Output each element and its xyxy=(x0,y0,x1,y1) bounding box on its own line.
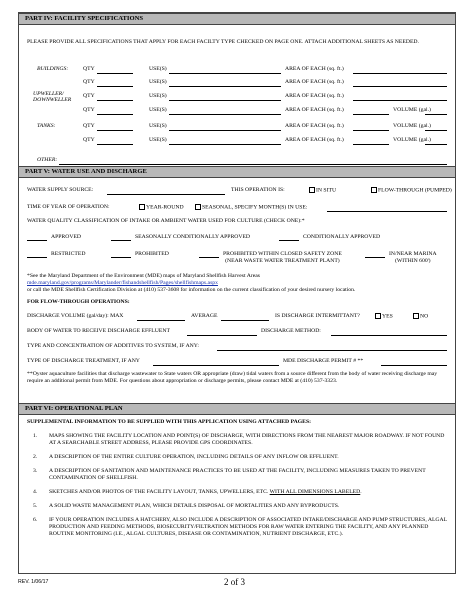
tanks-volume-field-2[interactable] xyxy=(425,144,447,145)
prohibited-zone-field[interactable] xyxy=(199,257,219,258)
no-option[interactable]: NO xyxy=(413,313,428,320)
page-number: 2 of 3 xyxy=(224,577,245,587)
upweller-uses-field[interactable] xyxy=(169,100,281,101)
discharge-method-field[interactable] xyxy=(331,335,447,336)
application-form xyxy=(18,12,456,574)
buildings-area-field-2[interactable] xyxy=(353,86,447,87)
flow-through-checkbox[interactable] xyxy=(371,187,377,193)
volume-label: VOLUME (gal.) xyxy=(393,107,431,113)
buildings-qty-field[interactable] xyxy=(97,73,133,74)
treatment-label: TYPE OF DISCHARGE TREATMENT, IF ANY xyxy=(27,358,140,364)
prohibited-zone-label: PROHIBITED WITHIN CLOSED SAFETY ZONE (NEAR WASTE WATER TREATMENT PLANT) xyxy=(223,251,342,264)
cond-approved-label: CONDITIONALLY APPROVED xyxy=(303,234,381,240)
area-label: AREA OF EACH (sq. ft.) xyxy=(285,79,344,85)
area-label: AREA OF EACH (sq. ft.) xyxy=(285,93,344,99)
tanks-label: TANKS: xyxy=(37,123,56,129)
list-item-number: 5. xyxy=(33,503,38,509)
no-checkbox[interactable] xyxy=(413,313,419,319)
yes-checkbox[interactable] xyxy=(375,313,381,319)
list-item-number: 2. xyxy=(33,454,38,460)
water-source-field[interactable] xyxy=(107,194,225,195)
seasonally-cond-field[interactable] xyxy=(111,240,131,241)
uses-label: USE(S) xyxy=(149,79,167,85)
list-item: MAPS SHOWING THE FACILITY LOCATION AND POINT(S) OF DISCHARGE, WITH DIRECTIONS FROM THE NEAREST MAJOR ROADWAY. IF NOT FOUND AT A SEARCHABLE STREET ADDRESS, PLEASE PROVIDE GPS COORDINATES. xyxy=(49,433,445,447)
part4-header: PART IV: FACILITY SPECIFICATIONS xyxy=(19,13,455,25)
upweller-qty-field-2[interactable] xyxy=(97,114,133,115)
qty-label: QTY xyxy=(83,123,95,129)
list-item: A DESCRIPTION OF SANITATION AND MAINTENANCE PRACTICES TO BE USED AT THE FACILITY, INCLUDING MEASURES TAKEN TO PREVENT CONTAMINATION OF SHELLFISH. xyxy=(49,468,426,482)
volume-label: VOLUME (gal.) xyxy=(393,137,431,143)
list-item-number: 1. xyxy=(33,433,38,439)
permit-label: MDE DISCHARGE PERMIT # ** xyxy=(283,358,364,364)
list-item: A SOLID WASTE MANAGEMENT PLAN, WHICH DETAILS DISPOSAL OF MORTALITIES AND ANY BYPRODUCTS. xyxy=(49,503,340,509)
volume-label: VOLUME (gal.) xyxy=(393,123,431,129)
flow-ops-heading: FOR FLOW-THROUGH OPERATIONS: xyxy=(27,299,130,305)
part4-instructions: PLEASE PROVIDE ALL SPECIFICATIONS THAT APPLY FOR EACH FACILTY TYPE CHECKED ON PAGE ONE. ATTACH ADDITIONAL SHEETS AS NEEDED. xyxy=(27,39,419,45)
area-label: AREA OF EACH (sq. ft.) xyxy=(285,137,344,143)
seasonal-checkbox[interactable] xyxy=(195,204,201,210)
marina-label: IN/NEAR MARINA (WITHIN 600') xyxy=(389,251,437,264)
water-source-label: WATER SUPPLY SOURCE: xyxy=(27,187,94,193)
list-item: IF YOUR OPERATION INCLUDES A HATCHERY, ALSO INCLUDE A DESCRIPTION OF ASSOCIATED INTAKE/DISCHARGE AND PUMP STRUCTURES, ALGAL PRODUCTION AND FEEDING METHODS, BIOSECURITY/FILTRATION METHODS FOR RAW WATER ENTERING THE FACILITY, AND ANY PLANNED ROUTINE MONITORING (I.E., ALGAL CULTURES, DISEASE OR CONTAMINATION, NUTRIENT DISCHARGE, ETC.). xyxy=(49,517,447,538)
upweller-area-field-2[interactable] xyxy=(353,114,389,115)
in-situ-checkbox[interactable] xyxy=(309,187,315,193)
tanks-area-field[interactable] xyxy=(353,130,389,131)
uses-label: USE(S) xyxy=(149,66,167,72)
approved-field[interactable] xyxy=(27,240,47,241)
upweller-label: UPWELLER/ DOWNWELLER xyxy=(33,91,72,103)
seasonally-cond-label: SEASONALLY CONDITIONALLY APPROVED xyxy=(135,234,251,240)
uses-label: USE(S) xyxy=(149,107,167,113)
flow-through-option[interactable]: FLOW-THROUGH (PUMPED) xyxy=(371,187,452,194)
list-item-number: 3. xyxy=(33,468,38,474)
other-field[interactable] xyxy=(59,164,447,165)
max-field[interactable] xyxy=(137,320,185,321)
prohibited-label: PROHIBITED xyxy=(135,251,169,257)
classification-label: WATER QUALITY CLASSIFICATION OF INTAKE OR AMBIENT WATER USED FOR CULTURE (CHECK ONE):* xyxy=(27,218,305,224)
approved-label: APPROVED xyxy=(51,234,82,240)
marina-field[interactable] xyxy=(365,257,385,258)
restricted-label: RESTRICTED xyxy=(51,251,86,257)
upweller-area-field[interactable] xyxy=(353,100,447,101)
qty-label: QTY xyxy=(83,93,95,99)
mde-note-2: or call the MDE Shellfish Certification Division at (410) 537-3608 for information on the current classification of your desired nursery location. xyxy=(27,287,356,293)
part6-header: PART VI: OPERATIONAL PLAN xyxy=(19,403,455,415)
buildings-uses-field-2[interactable] xyxy=(169,86,281,87)
tanks-uses-field[interactable] xyxy=(169,130,281,131)
qty-label: QTY xyxy=(83,66,95,72)
mde-link[interactable]: mde.maryland.gov/programs/Marylander/fishandshellfish/Pages/shellfishmaps.aspx xyxy=(27,280,218,286)
upweller-qty-field[interactable] xyxy=(97,100,133,101)
average-field[interactable] xyxy=(221,320,269,321)
supplemental-heading: SUPPLEMENTAL INFORMATION TO BE SUPPLIED WITH THIS APPLICATION USING ATTACHED PAGES: xyxy=(27,419,311,425)
tanks-volume-field[interactable] xyxy=(425,130,447,131)
average-label: AVERAGE xyxy=(191,313,218,319)
body-of-water-field[interactable] xyxy=(187,335,257,336)
prohibited-field[interactable] xyxy=(111,257,131,258)
additives-field[interactable] xyxy=(217,350,447,351)
uses-label: USE(S) xyxy=(149,137,167,143)
in-situ-option[interactable]: IN SITU xyxy=(309,187,336,194)
buildings-qty-field-2[interactable] xyxy=(97,86,133,87)
area-label: AREA OF EACH (sq. ft.) xyxy=(285,107,344,113)
seasonal-option[interactable]: SEASONAL, SPECIFY MONTH(S) IN USE: xyxy=(195,204,308,211)
permit-field[interactable] xyxy=(381,365,447,366)
tanks-uses-field-2[interactable] xyxy=(169,144,281,145)
buildings-label: BUILDINGS: xyxy=(37,66,69,72)
qty-label: QTY xyxy=(83,137,95,143)
cond-approved-field[interactable] xyxy=(279,240,299,241)
tanks-area-field-2[interactable] xyxy=(353,144,389,145)
yes-option[interactable]: YES xyxy=(375,313,393,320)
area-label: AREA OF EACH (sq. ft.) xyxy=(285,66,344,72)
revision-label: REV. 1/06/17 xyxy=(18,579,49,585)
uses-label: USE(S) xyxy=(149,93,167,99)
oyster-note: **Oyster aquaculture facilities that discharge wastewater to State waters OR appropriate (draw) tidal waters from a source different from the body of water receiving discharge may require an additional permit from MDE. For questions about appropriation or discharge permits, please contact MDE at (410) 537-3323. xyxy=(27,371,438,385)
restricted-field[interactable] xyxy=(27,257,47,258)
area-label: AREA OF EACH (sq. ft.) xyxy=(285,123,344,129)
year-round-option[interactable]: YEAR-ROUND xyxy=(139,204,184,211)
months-field[interactable] xyxy=(327,211,447,212)
qty-label: QTY xyxy=(83,107,95,113)
intermittant-label: IS DISCHARGE INTERMITTANT? xyxy=(275,313,360,319)
body-of-water-label: BODY OF WATER TO RECEIVE DISCHARGE EFFLUENT xyxy=(27,328,170,334)
upweller-uses-field-2[interactable] xyxy=(169,114,281,115)
list-item: A DESCRIPTION OF THE ENTIRE CULTURE OPERATION, INCLUDING DETAILS OF ANY INFLOW OR EFFLUENT. xyxy=(49,454,339,460)
tanks-qty-field-2[interactable] xyxy=(97,144,133,145)
other-label: OTHER: xyxy=(37,157,58,163)
discharge-volume-label: DISCHARGE VOLUME (gal/day): MAX xyxy=(27,313,124,319)
uses-label: USE(S) xyxy=(149,123,167,129)
buildings-area-field[interactable] xyxy=(353,73,447,74)
part5-header: PART V: WATER USE AND DISCHARGE xyxy=(19,166,455,178)
year-round-checkbox[interactable] xyxy=(139,204,145,210)
list-item-number: 6. xyxy=(33,517,38,523)
time-of-year-label: TIME OF YEAR OF OPERATION: xyxy=(27,204,110,210)
list-item: SKETCHES AND/OR PHOTOS OF THE FACILITY LAYOUT, TANKS, UPWELLERS, ETC. WITH ALL DIMENSIONS LABELED. xyxy=(49,489,362,495)
qty-label: QTY xyxy=(83,79,95,85)
this-operation-label: THIS OPERATION IS: xyxy=(231,187,285,193)
tanks-qty-field[interactable] xyxy=(97,130,133,131)
list-item-number: 4. xyxy=(33,489,38,495)
treatment-field[interactable] xyxy=(153,365,279,366)
mde-note: *See the Maryland Department of the Environment (MDE) maps of Maryland Shellfish Harvest Areas xyxy=(27,273,260,279)
discharge-method-label: DISCHARGE METHOD: xyxy=(261,328,321,334)
upweller-volume-field[interactable] xyxy=(425,114,447,115)
buildings-uses-field[interactable] xyxy=(169,73,281,74)
additives-label: TYPE AND CONCENTRATION OF ADDITIVES TO SYSTEM, IF ANY: xyxy=(27,343,199,349)
